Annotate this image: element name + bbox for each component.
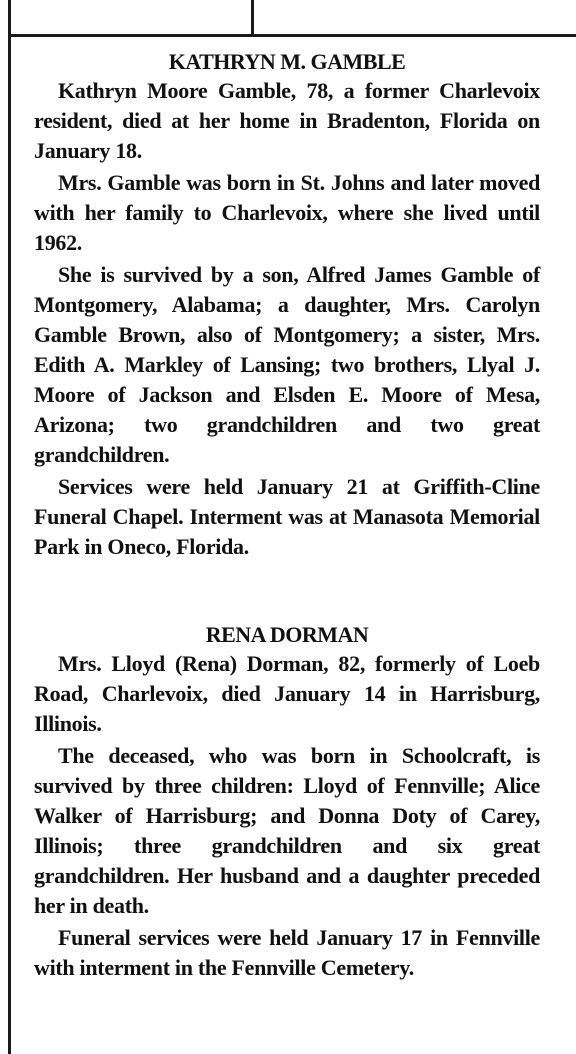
obituary-kathryn-gamble [34,48,540,562]
paragraph: Funeral services were held January 17 in Fennville with interment in the Fennville Cemetery. [34,925,540,980]
column-rule-left [8,0,11,1054]
column-divider [251,0,254,36]
paragraph: She is survived by a son, Alfred James Gamble of Montgomery, Alabama; a daughter, Mrs. Carolyn Gamble Brown, also of Montgomery; a sister, Mrs. Edith A. Markley of Lansing; two brothers, Llyal J. Moore of Jackson and Elsden E. Moore of Mesa, Arizona; two grandchildren and two great grandchildren. [34,262,540,467]
paragraph: Kathryn Moore Gamble, 78, a former Charlevoix resident, died at her home in Bradenton, Florida on January 18. [34,78,540,163]
headline: RENA DORMAN [205,622,369,647]
paragraph: The deceased, who was born in Schoolcraft, is survived by three children: Lloyd of Fennville; Alice Walker of Harrisburg; and Donna Doty of Carey, Illinois; three grandchildren and six great grandchildren. Her husband and a daughter preceded her in death. [34,743,540,918]
paragraph: Mrs. Lloyd (Rena) Dorman, 82, formerly of Loeb Road, Charlevoix, died January 14 in Harrisburg, Illinois. [34,651,540,736]
headline: KATHRYN M. GAMBLE [168,49,406,74]
column-rule-top [8,0,576,37]
paragraph: Services were held January 21 at Griffith-Cline Funeral Chapel. Interment was at Manasota Memorial Park in Oneco, Florida. [34,474,540,559]
paragraph: Mrs. Gamble was born in St. Johns and later moved with her family to Charlevoix, where she lived until 1962. [34,170,540,255]
obituary-rena-dorman [34,621,540,983]
